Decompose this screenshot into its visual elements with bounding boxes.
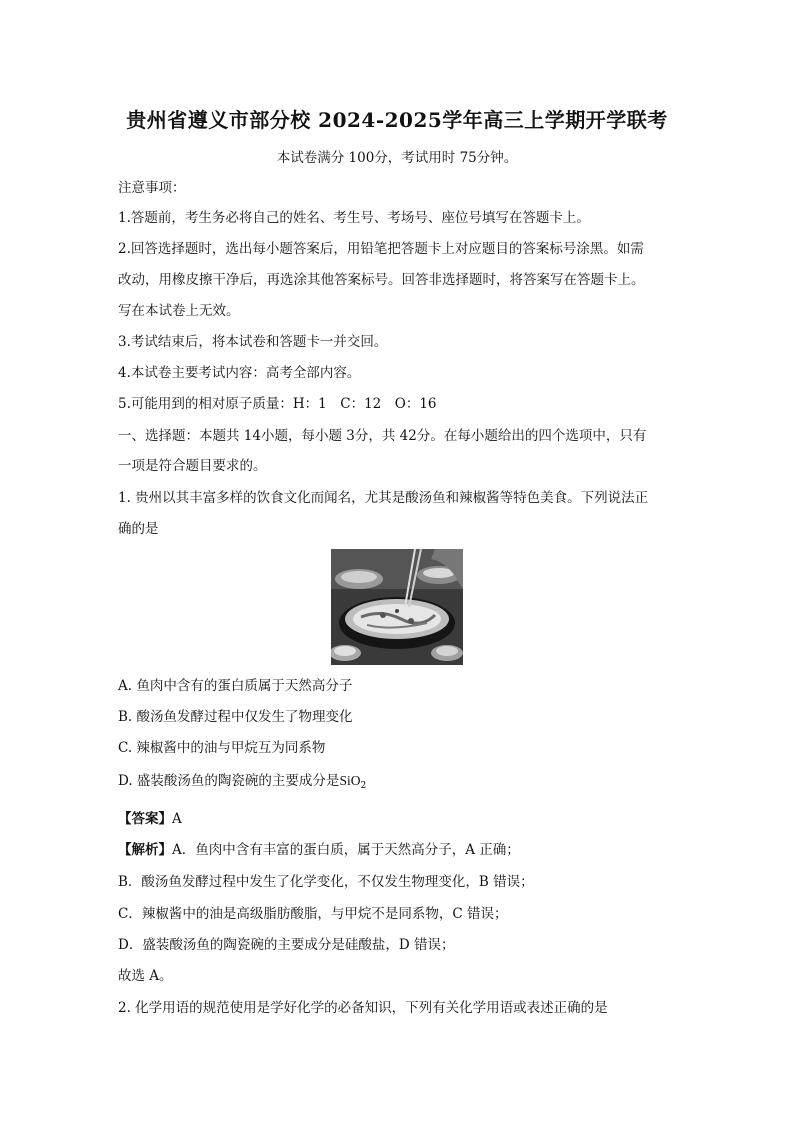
notice-item-1: 1.答题前，考生务必将自己的姓名、考生号、考场号、座位号填写在答题卡上。 (118, 210, 590, 226)
notice-item-5: 5.可能用到的相对原子质量：H：1 C：12 O：16 (118, 396, 437, 412)
question-1-stem: 1. 贵州以其丰富多样的饮食文化而闻名，尤其是酸汤鱼和辣椒酱等特色美食。下列说法正 (118, 490, 649, 506)
section-heading: 一、选择题：本题共 14小题，每小题 3分，共 42分。在每小题给出的四个选项中，只有 (118, 428, 647, 444)
analysis-c: C．辣椒酱中的油是高级脂肪酸脂，与甲烷不是同系物，C 错误； (118, 906, 508, 922)
question-1-stem-cont: 确的是 (118, 521, 159, 537)
option-d (118, 771, 366, 796)
section-heading-cont: 一项是符合题目要求的。 (118, 458, 267, 474)
option-a: A. 鱼肉中含有的蛋白质属于天然高分子 (118, 678, 353, 694)
answer-line (118, 809, 182, 829)
notice-item-2-cont: 改动，用橡皮擦干净后，再选涂其他答案标号。回答非选择题时，将答案写在答题卡上。 (118, 272, 645, 288)
notice-heading: 注意事项： (118, 180, 186, 196)
option-c: C. 辣椒酱中的油与甲烷互为同系物 (118, 740, 326, 756)
option-b: B. 酸汤鱼发酵过程中仅发生了物理变化 (118, 709, 353, 725)
notice-item-2: 2.回答选择题时，选出每小题答案后，用铅笔把答题卡上对应题目的答案标号涂黑。如需 (118, 241, 644, 257)
analysis-a: A．鱼肉中含有丰富的蛋白质，属于天然高分子，A 正确； (172, 842, 520, 858)
option-d-formula: SiO (339, 773, 361, 788)
notice-item-4: 4.本试卷主要考试内容：高考全部内容。 (118, 365, 361, 381)
notice-item-3: 3.考试结束后，将本试卷和答题卡一并交回。 (118, 334, 388, 350)
analysis-line-a (118, 840, 520, 860)
analysis-b: B．酸汤鱼发酵过程中发生了化学变化，不仅发生物理变化，B 错误； (118, 874, 534, 890)
page-title: 贵州省遵义市部分校 2024-2025学年高三上学期开学联考 (126, 108, 668, 132)
option-d-text: D. 盛装酸汤鱼的陶瓷碗的主要成分是 (118, 773, 340, 789)
option-d-subscript: 2 (360, 781, 367, 791)
answer-label: 【答案】 (118, 811, 172, 827)
analysis-d: D．盛装酸汤鱼的陶瓷碗的主要成分是硅酸盐，D 错误； (118, 937, 455, 953)
analysis-conclusion: 故选 A。 (118, 968, 173, 984)
exam-subtitle: 本试卷满分 100分，考试用时 75分钟。 (276, 150, 518, 166)
food-photo-icon (331, 549, 463, 665)
analysis-label: 【解析】 (118, 842, 172, 858)
notice-item-2-cont2: 写在本试卷上无效。 (118, 303, 240, 319)
question-2-stem: 2. 化学用语的规范使用是学好化学的必备知识，下列有关化学用语或表述正确的是 (118, 1000, 608, 1016)
answer-value: A (172, 811, 182, 827)
